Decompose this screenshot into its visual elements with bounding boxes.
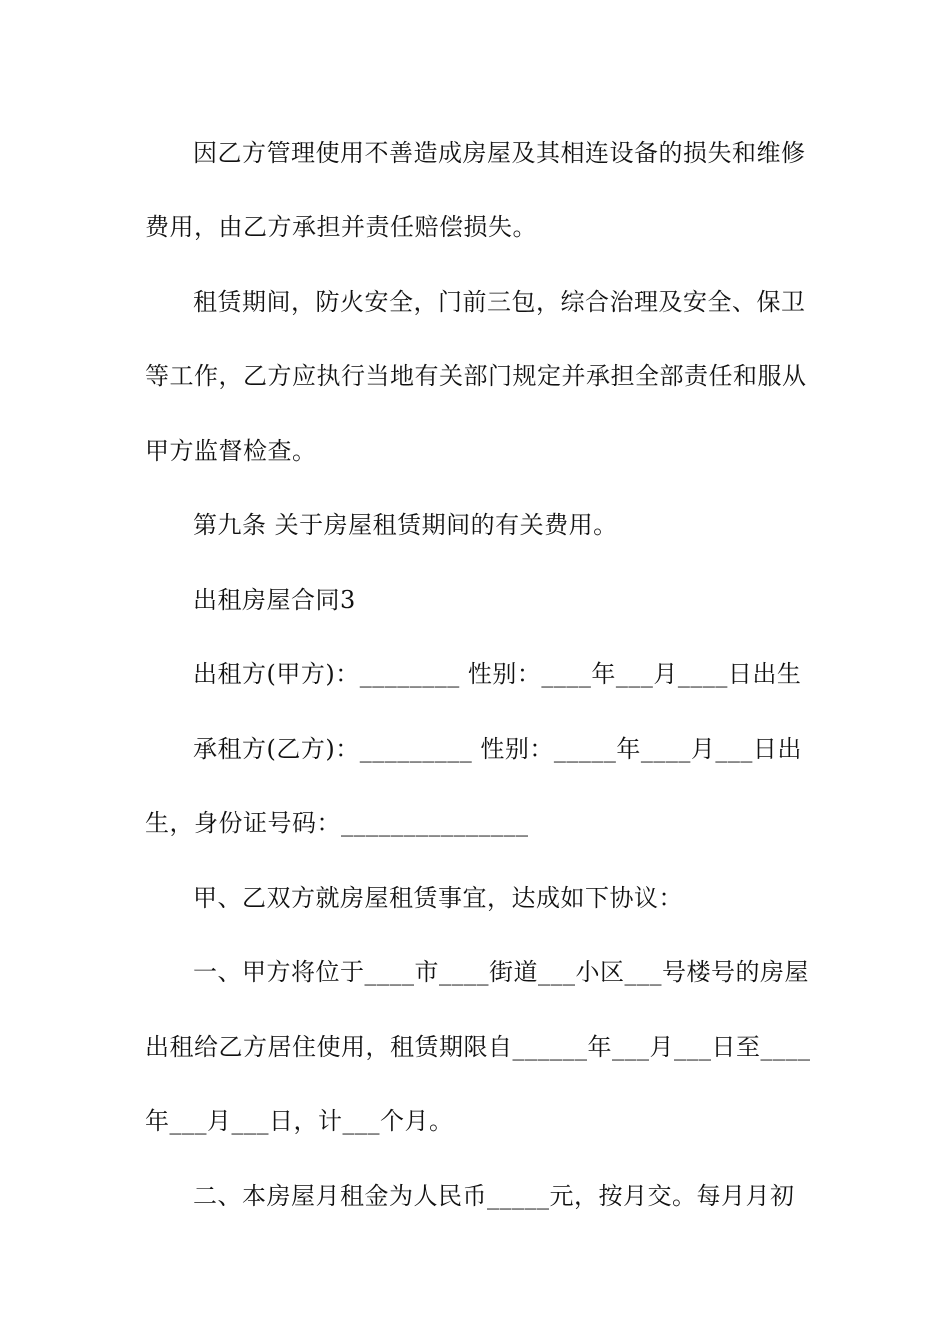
paragraph-line: 费用，由乙方承担并责任赔偿损失。: [145, 213, 537, 241]
paragraph-line: 甲、乙双方就房屋租赁事宜，达成如下协议：: [193, 884, 683, 912]
section-heading: 第九条 关于房屋租赁期间的有关费用。: [193, 511, 618, 539]
paragraph-line: 承租方(乙方)：_________ 性别：_____年____月___日出: [193, 735, 802, 763]
paragraph-line: 生，身份证号码：_______________: [145, 809, 529, 837]
paragraph-line: 等工作，乙方应执行当地有关部门规定并承担全部责任和服从: [145, 362, 807, 390]
paragraph-line: 二、本房屋月租金为人民币_____元，按月交。每月月初: [193, 1182, 795, 1210]
paragraph-line: 租赁期间，防火安全，门前三包，综合治理及安全、保卫: [193, 288, 806, 316]
contract-title: 出租房屋合同3: [193, 586, 356, 614]
paragraph-line: 甲方监督检查。: [145, 437, 317, 465]
paragraph-line: 因乙方管理使用不善造成房屋及其相连设备的损失和维修: [193, 139, 806, 167]
paragraph-line: 出租给乙方居住使用，租赁期限自______年___月___日至____: [145, 1033, 811, 1061]
paragraph-line: 出租方(甲方)：________ 性别：____年___月____日出生: [193, 660, 802, 688]
paragraph-line: 年___月___日，计___个月。: [145, 1107, 454, 1135]
paragraph-line: 一、甲方将位于____市____街道___小区___号楼号的房屋: [193, 958, 809, 986]
